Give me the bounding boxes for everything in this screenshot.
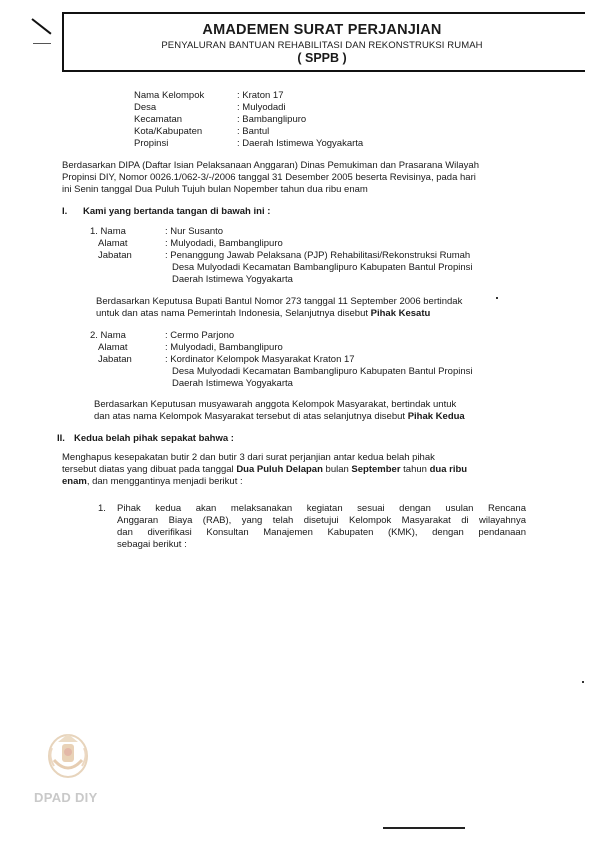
- location-label: Nama Kelompok: [134, 90, 205, 101]
- document-title: AMADEMEN SURAT PERJANJIAN: [202, 22, 442, 38]
- document-code: ( SPPB ): [297, 51, 347, 65]
- item-line: Pihak kedua akan melaksanakan kegiatan sesuai dengan usulan Rencana: [117, 503, 526, 514]
- location-value: : Mulyodadi: [237, 102, 286, 113]
- paragraph-text: , dan menggantinya menjadi berikut :: [86, 476, 243, 487]
- intro-line: Propinsi DIY, Nomor 0026.1/062-3/-/2006 tanggal 31 Desember 2005 beserta Revisinya, pada hari: [62, 172, 476, 183]
- party-position: Desa Mulyodadi Kecamatan Bambanglipuro Kabupaten Bantul Propinsi: [172, 366, 473, 377]
- section-heading: Kami yang bertanda tangan di bawah ini :: [83, 206, 271, 217]
- section-heading: Kedua belah pihak sepakat bahwa :: [74, 433, 234, 444]
- location-label: Kota/Kabupaten: [134, 126, 203, 137]
- corner-mark-small: [33, 43, 51, 44]
- party-address-label: Alamat: [98, 342, 128, 353]
- party-address-label: Alamat: [98, 238, 128, 249]
- paragraph-line: [62, 476, 243, 488]
- party-name-label: 2. Nama: [90, 330, 126, 341]
- location-value: : Bambanglipuro: [237, 114, 307, 125]
- item-line: sebagai berikut :: [117, 539, 187, 550]
- party-basis-text: dan atas nama Kelompok Masyarakat tersebut di atas selanjutnya disebut: [94, 411, 408, 422]
- emblem-seal: [44, 730, 92, 780]
- party-role: Pihak Kedua: [407, 411, 465, 422]
- party-basis: [96, 308, 430, 320]
- party-basis-text: untuk dan atas nama Pemerintah Indonesia, Selanjutnya disebut: [96, 308, 371, 319]
- party-position: : Kordinator Kelompok Masyarakat Kraton 17: [165, 354, 355, 365]
- paragraph-text: tahun: [400, 464, 430, 475]
- paragraph-text: tersebut diatas yang dibuat pada tanggal: [62, 464, 237, 475]
- location-value: : Daerah Istimewa Yogyakarta: [237, 138, 364, 149]
- paragraph-year: dua ribu: [429, 464, 468, 475]
- party-address: : Mulyodadi, Bambanglipuro: [165, 342, 283, 353]
- party-position-label: Jabatan: [98, 250, 132, 261]
- section-number: II.: [57, 433, 65, 444]
- party-position-label: Jabatan: [98, 354, 132, 365]
- intro-line: Berdasarkan DIPA (Daftar Isian Pelaksanaan Anggaran) Dinas Pemukiman dan Prasarana Wilayah: [62, 160, 479, 171]
- location-value: : Bantul: [237, 126, 270, 137]
- scan-speck: [582, 681, 584, 683]
- paragraph-year: enam: [62, 476, 87, 487]
- location-label: Kecamatan: [134, 114, 183, 125]
- corner-mark: [31, 18, 51, 34]
- party-basis: Berdasarkan Keputusan musyawarah anggota Kelompok Masyarakat, bertindak untuk: [94, 399, 457, 410]
- party-name-label: 1. Nama: [90, 226, 126, 237]
- watermark: DPAD DIY: [34, 790, 98, 805]
- paragraph-line: [62, 464, 467, 476]
- party-position: : Penanggung Jawab Pelaksana (PJP) Rehabilitasi/Rekonstruksi Rumah: [165, 250, 471, 261]
- section-number: I.: [62, 206, 68, 217]
- party-address: : Mulyodadi, Bambanglipuro: [165, 238, 283, 249]
- party-name: : Nur Susanto: [165, 226, 224, 237]
- intro-line: ini Senin tanggal Dua Puluh Tujuh bulan Nopember tahun dua ribu enam: [62, 184, 368, 195]
- item-number: 1.: [98, 503, 106, 514]
- party-basis: [94, 411, 465, 423]
- paragraph-month: September: [351, 464, 401, 475]
- party-name: : Cermo Parjono: [165, 330, 235, 341]
- party-role: Pihak Kesatu: [370, 308, 431, 319]
- emblem-icon: [44, 730, 92, 780]
- item-line: dan diverifikasi Konsultan Manajemen Kabupaten (KMK), dengan pendanaan: [117, 527, 526, 538]
- location-label: Desa: [134, 102, 157, 113]
- location-label: Propinsi: [134, 138, 169, 149]
- party-position: Daerah Istimewa Yogyakarta: [172, 378, 293, 389]
- party-basis: Berdasarkan Keputusa Bupati Bantul Nomor 273 tanggal 11 September 2006 bertindak: [96, 296, 463, 307]
- paragraph-text: bulan: [322, 464, 352, 475]
- item-line: Anggaran Biaya (RAB), yang telah disetujui Kelompok Masyarakat di wilayahnya: [117, 515, 526, 526]
- document-subtitle: PENYALURAN BANTUAN REHABILITASI DAN REKONSTRUKSI RUMAH: [161, 40, 483, 51]
- party-position: Daerah Istimewa Yogyakarta: [172, 274, 293, 285]
- party-position: Desa Mulyodadi Kecamatan Bambanglipuro Kabupaten Bantul Propinsi: [172, 262, 473, 273]
- paragraph-line: Menghapus kesepakatan butir 2 dan butir 3 dari surat perjanjian antar kedua belah pihak: [62, 452, 435, 463]
- paragraph-date: Dua Puluh Delapan: [236, 464, 323, 475]
- location-value: : Kraton 17: [237, 90, 284, 101]
- signature-line: [383, 827, 465, 829]
- scan-speck: [496, 297, 498, 299]
